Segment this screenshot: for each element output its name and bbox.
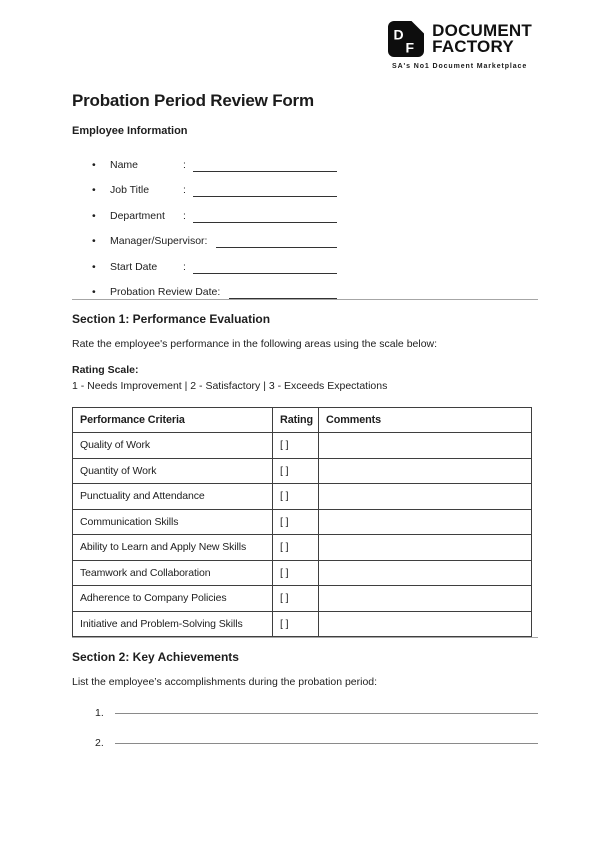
criteria-cell: Communication Skills (73, 509, 273, 535)
criteria-cell: Ability to Learn and Apply New Skills (73, 535, 273, 561)
field-label: Probation Review Date: (110, 286, 221, 298)
criteria-cell: Initiative and Problem-Solving Skills (73, 611, 273, 637)
field-label: Department (110, 209, 165, 222)
field-colon: : (183, 260, 186, 273)
field-colon: : (183, 209, 186, 222)
criteria-cell: Punctuality and Attendance (73, 484, 273, 510)
df-document-icon (387, 20, 425, 58)
section1-intro: Rate the employee's performance in the following areas using the scale below: (72, 338, 438, 350)
rating-cell[interactable]: [ ] (273, 458, 319, 484)
fill-in-line[interactable] (229, 287, 337, 299)
rating-cell[interactable]: [ ] (273, 586, 319, 612)
column-header-rating: Rating (273, 407, 319, 433)
table-row (73, 433, 532, 459)
logo-letter-f: F (405, 39, 415, 56)
fill-in-line[interactable] (193, 185, 337, 197)
section-divider (72, 299, 538, 300)
field-row-probation-review-date (72, 274, 337, 300)
logo-letter-d: D (393, 26, 404, 43)
fill-in-line[interactable] (193, 160, 337, 172)
field-row-name (72, 146, 337, 172)
item-number: 2. (95, 736, 104, 749)
comments-cell[interactable] (319, 433, 532, 459)
table-row (73, 484, 532, 510)
field-row-job-title (72, 172, 337, 198)
logo-name-line2: FACTORY (432, 37, 514, 56)
section-divider (72, 637, 538, 638)
criteria-cell: Quantity of Work (73, 458, 273, 484)
logo-name (432, 23, 532, 55)
fill-in-line[interactable] (216, 236, 337, 248)
achievement-item (72, 707, 538, 720)
rating-scale-label: Rating Scale: (72, 363, 139, 376)
criteria-cell: Teamwork and Collaboration (73, 560, 273, 586)
achievements-list (72, 707, 538, 750)
field-label: Manager/Supervisor: (110, 235, 208, 247)
rating-cell[interactable]: [ ] (273, 509, 319, 535)
item-number: 1. (95, 706, 104, 719)
field-row-department (72, 197, 337, 223)
field-label: Start Date (110, 260, 158, 273)
table-row (73, 535, 532, 561)
bullet-icon: • (92, 260, 96, 273)
table-row (73, 509, 532, 535)
table-row (73, 560, 532, 586)
rating-cell[interactable]: [ ] (273, 535, 319, 561)
fill-in-line[interactable] (193, 211, 337, 223)
comments-cell[interactable] (319, 484, 532, 510)
column-header-criteria: Performance Criteria (73, 407, 273, 433)
field-label: Name (110, 158, 139, 171)
field-colon: : (183, 184, 186, 196)
section2-heading: Section 2: Key Achievements (72, 650, 239, 664)
section2-intro: List the employee’s accomplishments during the probation period: (72, 676, 378, 688)
bullet-icon: • (92, 235, 96, 247)
fill-in-line[interactable] (193, 262, 337, 274)
table-row (73, 458, 532, 484)
comments-cell[interactable] (319, 560, 532, 586)
fill-in-line[interactable] (115, 743, 538, 744)
rating-cell[interactable]: [ ] (273, 560, 319, 586)
bullet-icon: • (92, 184, 96, 196)
page-title: Probation Period Review Form (72, 91, 314, 110)
employee-fields (72, 146, 337, 299)
bullet-icon: • (92, 158, 96, 171)
column-header-comments: Comments (319, 407, 532, 433)
fill-in-line[interactable] (115, 713, 538, 714)
comments-cell[interactable] (319, 509, 532, 535)
field-row-start-date (72, 248, 337, 274)
comments-cell[interactable] (319, 611, 532, 637)
bullet-icon: • (92, 209, 96, 222)
performance-table (72, 407, 532, 638)
field-row-manager-supervisor (72, 223, 337, 249)
bullet-icon: • (92, 286, 96, 298)
rating-scale-values: 1 - Needs Improvement | 2 - Satisfactory | 3 - Exceeds Expectations (72, 380, 388, 392)
comments-cell[interactable] (319, 458, 532, 484)
comments-cell[interactable] (319, 535, 532, 561)
table-header-row (73, 407, 532, 433)
table-row (73, 611, 532, 637)
field-colon: : (183, 158, 186, 171)
section1-heading: Section 1: Performance Evaluation (72, 312, 271, 326)
logo-name-line1: DOCUMENT (432, 21, 532, 40)
logo (387, 0, 532, 70)
comments-cell[interactable] (319, 586, 532, 612)
criteria-cell: Quality of Work (73, 433, 273, 459)
field-label: Job Title (110, 184, 150, 196)
employee-information-heading: Employee Information (72, 125, 188, 137)
rating-cell[interactable]: [ ] (273, 484, 319, 510)
rating-scale (72, 362, 538, 395)
rating-cell[interactable]: [ ] (273, 611, 319, 637)
logo-tagline: SA's No1 Document Marketplace (392, 63, 528, 70)
rating-cell[interactable]: [ ] (273, 433, 319, 459)
achievement-item (72, 737, 538, 750)
criteria-cell: Adherence to Company Policies (73, 586, 273, 612)
table-row (73, 586, 532, 612)
